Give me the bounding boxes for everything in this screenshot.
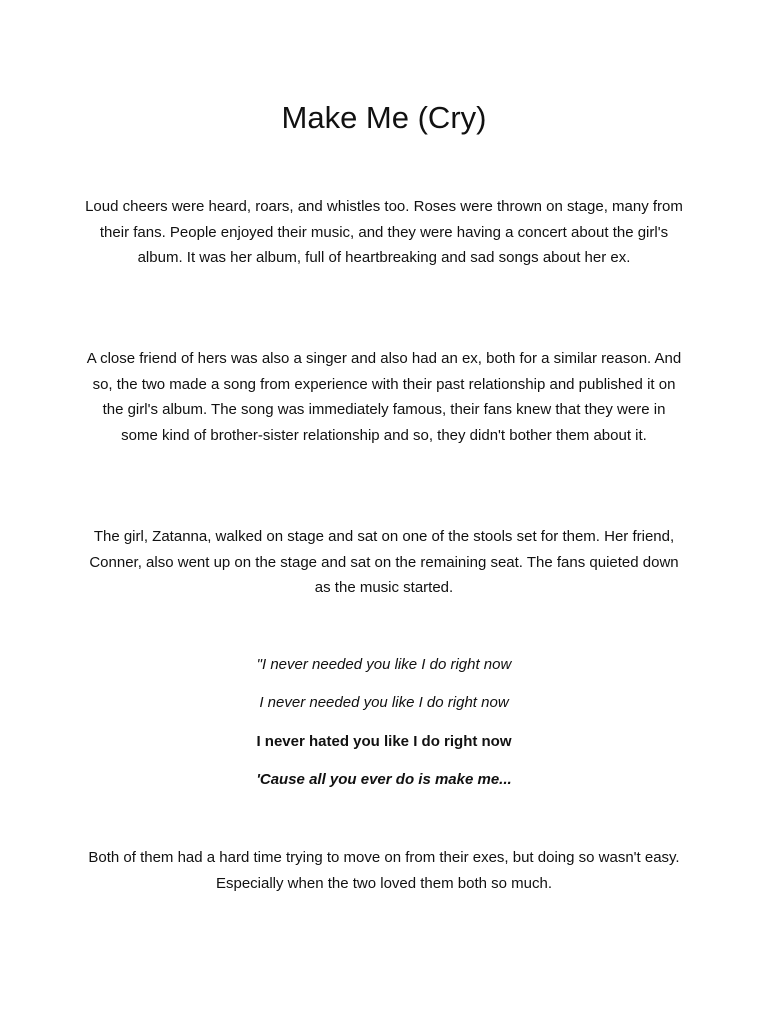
lyric-line-2: I never needed you like I do right now bbox=[259, 694, 509, 711]
document-title: Make Me (Cry) bbox=[281, 100, 487, 135]
lyric-line-1: "I never needed you like I do right now bbox=[256, 656, 512, 673]
paragraph-concert-intro: Loud cheers were heard, roars, and whistles too. Roses were thrown on stage, many from their fans. People enjoyed their music, and they were having a concert about the girl's album. It was her album, full of heartbreaking and sad songs about her ex. bbox=[85, 198, 683, 266]
paragraph-on-stage: The girl, Zatanna, walked on stage and sat on one of the stools set for them. Her friend, Conner, also went up on the stage and sat on the remaining seat. The fans quieted down as the music started. bbox=[89, 528, 679, 596]
paragraph-closing: Both of them had a hard time trying to move on from their exes, but doing so wasn't easy. Especially when the two loved them both so much. bbox=[88, 849, 680, 892]
lyric-line-4: 'Cause all you ever do is make me... bbox=[256, 771, 512, 788]
paragraph-friend-singer: A close friend of hers was also a singer and also had an ex, both for a similar reason. And so, the two made a song from experience with their past relationship and published it on the girl's album. The song was immediately famous, their fans knew that they were in some kind of brother-sister relationship and so, they didn't bother them about it. bbox=[86, 350, 682, 444]
lyric-line-3: I never hated you like I do right now bbox=[256, 733, 512, 750]
